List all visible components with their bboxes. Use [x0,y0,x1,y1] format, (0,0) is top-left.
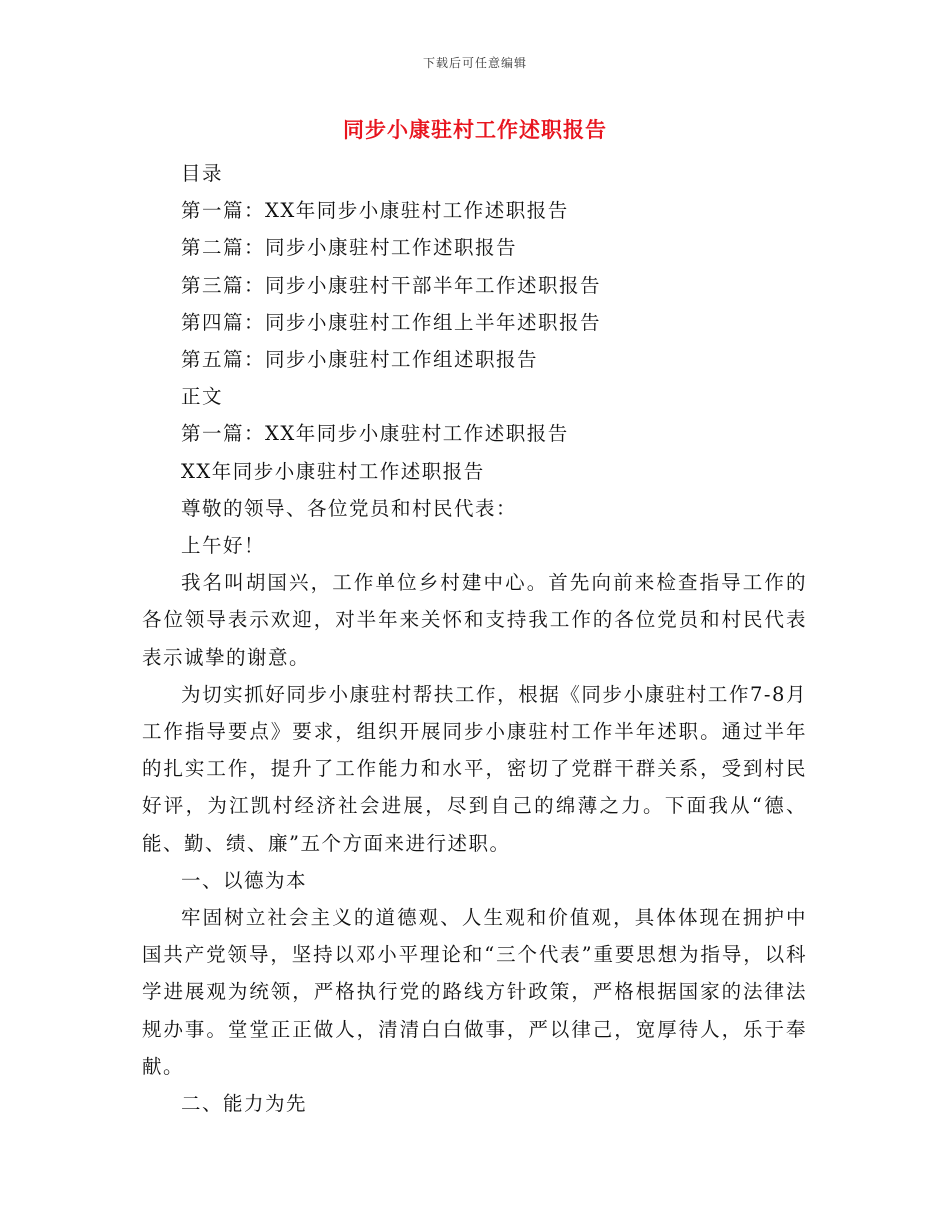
document-title: 同步小康驻村工作述职报告 [343,117,607,142]
toc-heading: 目录 [181,162,224,185]
toc-item: 第二篇：同步小康驻村工作述职报告 [181,236,518,260]
greeting: 上午好！ [181,534,266,558]
body-heading: 正文 [181,385,224,409]
toc-item: 第四篇：同步小康驻村工作组上半年述职报告 [181,310,602,334]
article-title: XX年同步小康驻村工作述职报告 [181,459,485,483]
salutation: 尊敬的领导、各位党员和村民代表： [181,496,518,520]
article-label: 第一篇：XX年同步小康驻村工作述职报告 [181,422,569,446]
header-note: 下载后可任意编辑 [422,56,527,70]
section-heading: 一、以德为本 [181,868,308,892]
section-heading: 二、能力为先 [181,1092,308,1116]
body-paragraph: 为切实抓好同步小康驻村帮扶工作，根据《同步小康驻村工作7-8月工作指导要点》要求，组织开展同步小康驻村工作半年述职。通过半年的扎实工作，提升了工作能力和水平，密切了党群干群关系，受到村民好评，为江凯村经济社会进展，尽到自己的绵薄之力。下面我从“德、能、勤、绩、廉”五个方面来进行述职。 [142,682,807,855]
section-paragraph: 牢固树立社会主义的道德观、人生观和价值观，具体体现在拥护中国共产党领导，坚持以邓小平理论和“三个代表”重要思想为指导，以科学进展观为统领，严格执行党的路线方针政策，严格根据国家的法律法规办事。堂堂正正做人，清清白白做事，严以律己，宽厚待人，乐于奉献。 [142,906,807,1078]
toc-item: 第一篇：XX年同步小康驻村工作述职报告 [181,199,569,223]
toc-item: 第五篇：同步小康驻村工作组述职报告 [181,348,539,372]
body-paragraph: 我名叫胡国兴，工作单位乡村建中心。首先向前来检查指导工作的各位领导表示欢迎，对半年来关怀和支持我工作的各位党员和村民代表表示诚挚的谢意。 [142,571,807,669]
document-body [142,155,807,1122]
toc-item: 第三篇：同步小康驻村干部半年工作述职报告 [181,273,602,297]
